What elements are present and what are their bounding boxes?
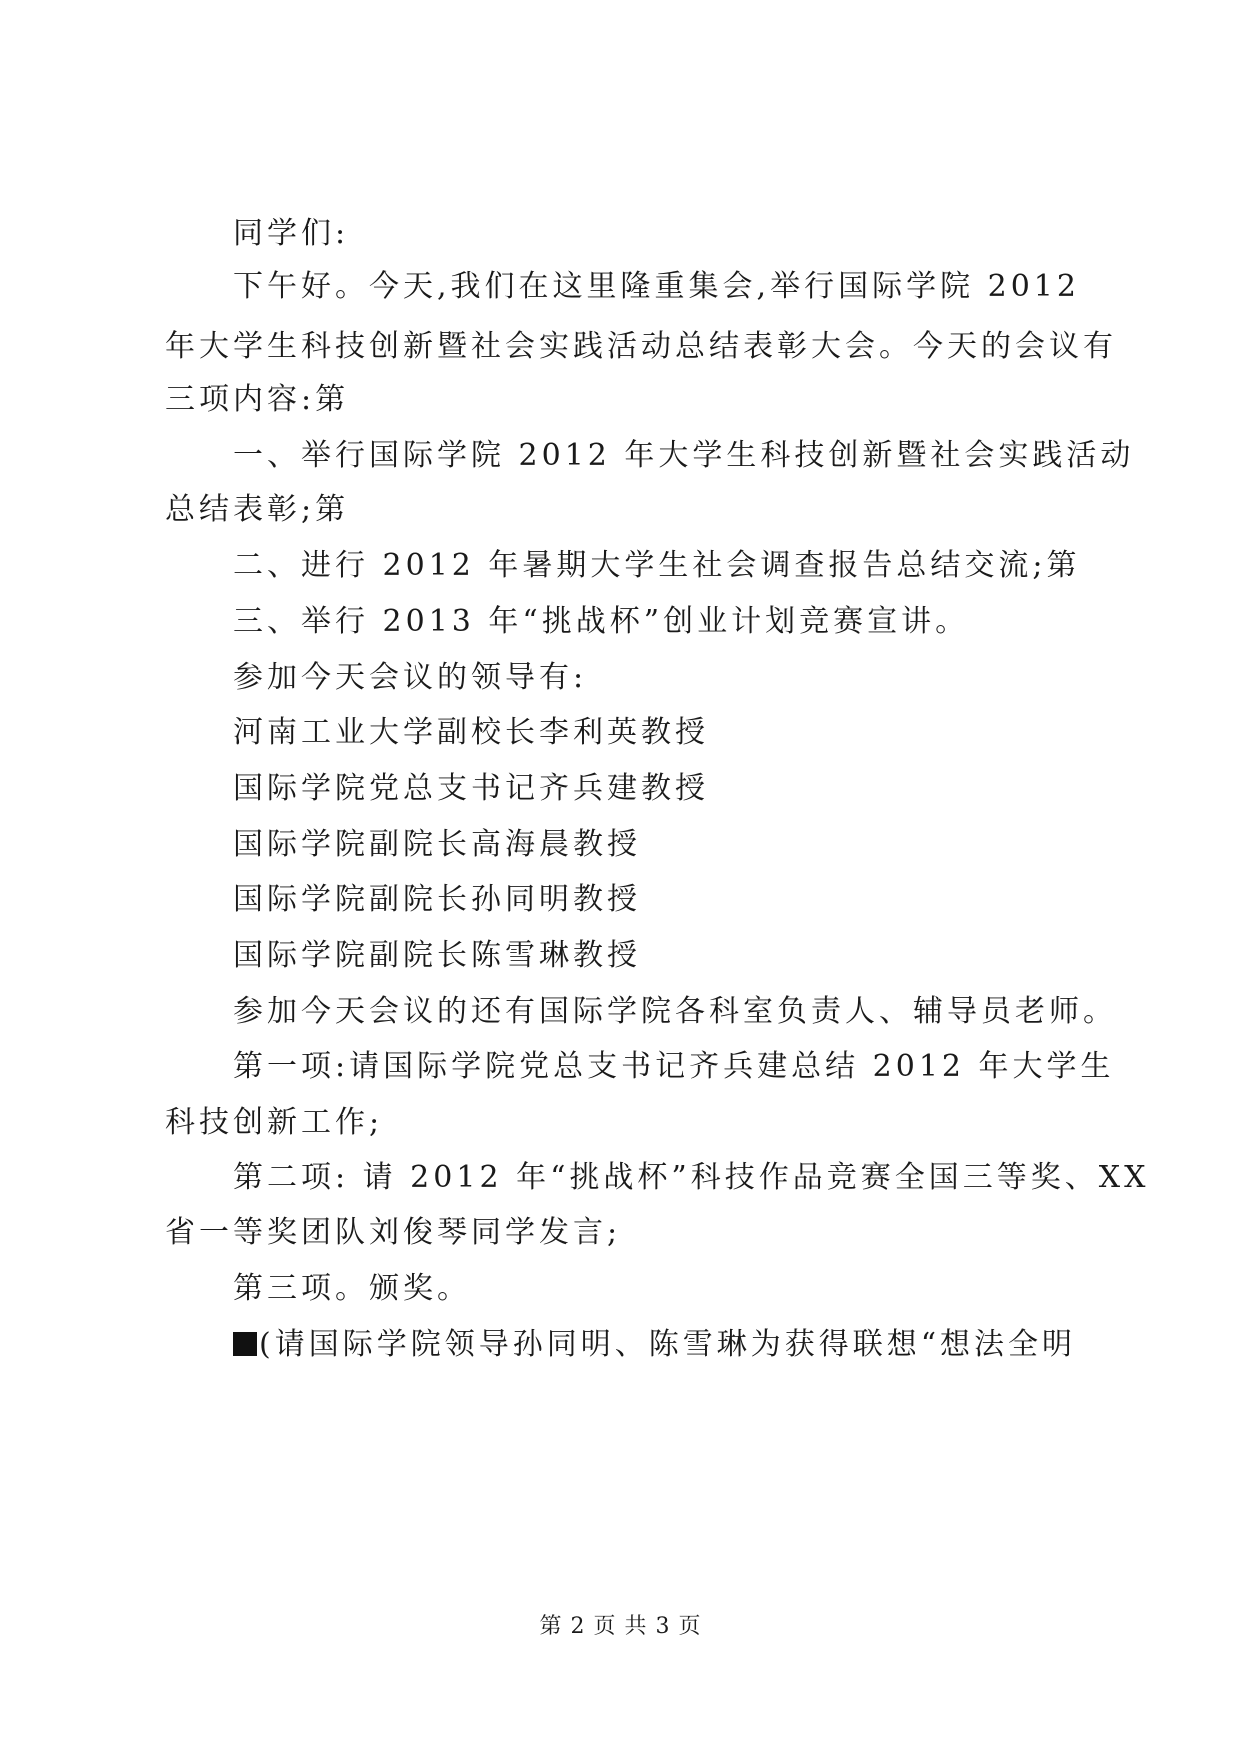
paragraph-line: 科技创新工作; — [165, 1105, 384, 1140]
agenda-item-one: 一、举行国际学院 2012 年大学生科技创新暨社会实践活动 — [233, 438, 1135, 473]
award-line — [233, 1325, 1076, 1365]
agenda-item-two: 二、进行 2012 年暑期大学生社会调查报告总结交流;第 — [233, 548, 1081, 583]
leader-item: 国际学院党总支书记齐兵建教授 — [233, 771, 709, 806]
black-square-bullet-icon — [233, 1332, 257, 1356]
agenda-item-three: 三、举行 2013 年“挑战杯”创业计划竞赛宣讲。 — [233, 604, 970, 639]
item-two-line: 第二项: 请 2012 年“挑战杯”科技作品竞赛全国三等奖、XX — [233, 1160, 1150, 1195]
paragraph-line: 省一等奖团队刘俊琴同学发言; — [165, 1215, 622, 1250]
paragraph-line: 下午好。今天,我们在这里隆重集会,举行国际学院 2012 — [233, 269, 1080, 304]
leader-item: 国际学院副院长高海晨教授 — [233, 827, 641, 862]
page-footer: 第 2 页 共 3 页 — [539, 1614, 702, 1639]
item-one-line: 第一项:请国际学院党总支书记齐兵建总结 2012 年大学生 — [233, 1049, 1115, 1084]
paragraph-line: 三项内容:第 — [165, 382, 350, 417]
item-three-line: 第三项。颁奖。 — [233, 1271, 471, 1306]
leader-item: 国际学院副院长孙同明教授 — [233, 882, 641, 917]
attendees-line: 参加今天会议的还有国际学院各科室负责人、辅导员老师。 — [233, 994, 1117, 1029]
paragraph-line: 总结表彰;第 — [165, 492, 350, 527]
paragraph-line: 年大学生科技创新暨社会实践活动总结表彰大会。今天的会议有 — [165, 329, 1117, 364]
leaders-heading: 参加今天会议的领导有: — [233, 660, 588, 695]
leader-item: 河南工业大学副校长李利英教授 — [233, 715, 709, 750]
leader-item: 国际学院副院长陈雪琳教授 — [233, 938, 641, 973]
award-line-text: (请国际学院领导孙同明、陈雪琳为获得联想“想法全明 — [259, 1327, 1077, 1362]
salutation: 同学们: — [233, 216, 350, 251]
